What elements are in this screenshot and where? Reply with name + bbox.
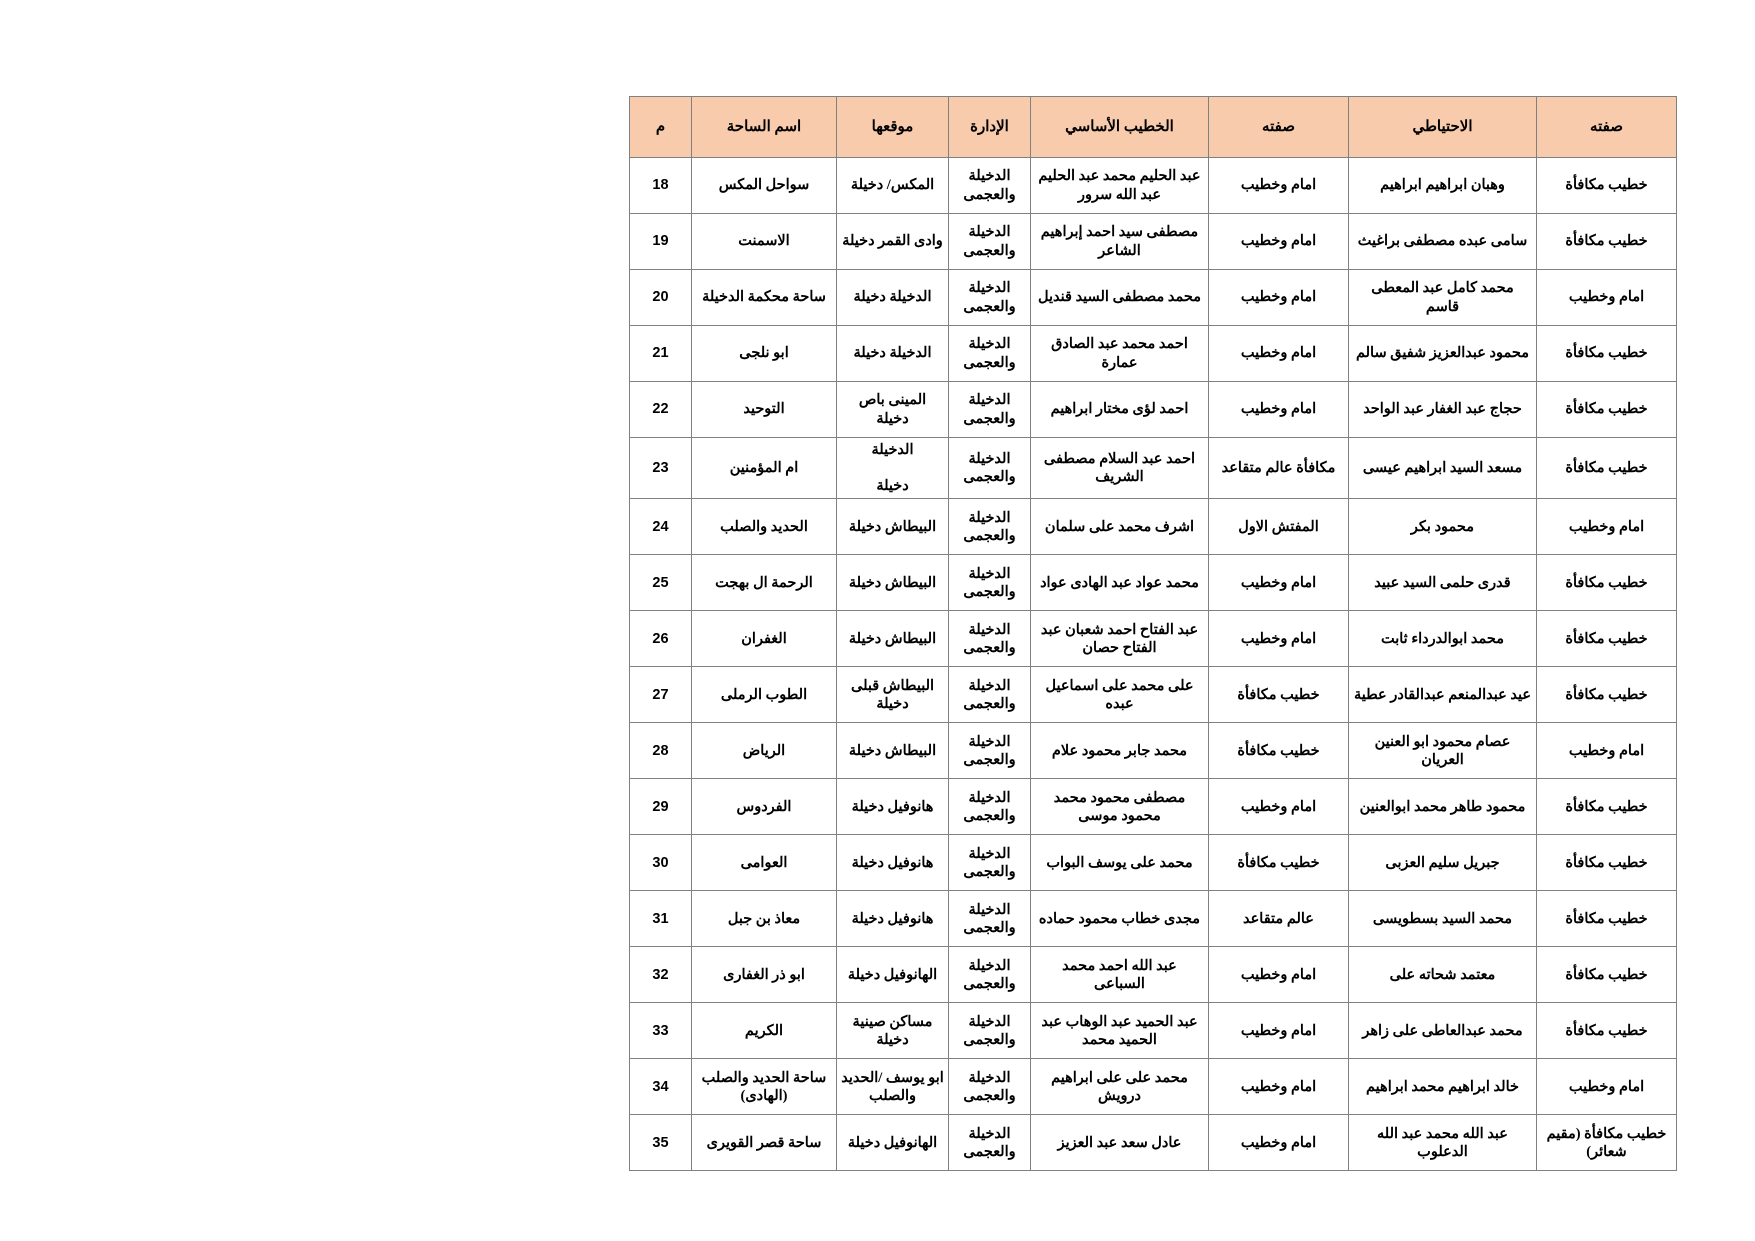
cell-index: 23 bbox=[630, 438, 692, 499]
cell-square-name: الفردوس bbox=[692, 779, 837, 835]
table-row bbox=[630, 1059, 1677, 1115]
cell-sifa-primary: امام وخطيب bbox=[1209, 555, 1349, 611]
cell-reserve-khatib: سامى عبده مصطفى براغيث bbox=[1349, 214, 1537, 270]
table-row bbox=[630, 214, 1677, 270]
table-row bbox=[630, 779, 1677, 835]
cell-location: هانوفيل دخيلة bbox=[837, 891, 949, 947]
cell-sifa-reserve: خطيب مكافأة bbox=[1537, 611, 1677, 667]
cell-sifa-primary: امام وخطيب bbox=[1209, 1059, 1349, 1115]
cell-primary-khatib: على محمد على اسماعيل عبده bbox=[1031, 667, 1209, 723]
column-header-sifa-primary: صفته bbox=[1209, 97, 1349, 158]
cell-location: ابو يوسف /الحديد والصلب bbox=[837, 1059, 949, 1115]
cell-primary-khatib: عبد الحليم محمد عبد الحليم عبد الله سرور bbox=[1031, 158, 1209, 214]
cell-primary-khatib: احمد عبد السلام مصطفى الشريف bbox=[1031, 438, 1209, 499]
cell-index: 32 bbox=[630, 947, 692, 1003]
cell-location: هانوفيل دخيلة bbox=[837, 779, 949, 835]
cell-index: 26 bbox=[630, 611, 692, 667]
cell-sifa-primary: امام وخطيب bbox=[1209, 947, 1349, 1003]
table-header-row bbox=[630, 97, 1677, 158]
squares-table-container bbox=[630, 96, 1677, 1171]
cell-reserve-khatib: محمد ابوالدرداء ثابت bbox=[1349, 611, 1537, 667]
cell-square-name: الغفران bbox=[692, 611, 837, 667]
cell-sifa-reserve: امام وخطيب bbox=[1537, 1059, 1677, 1115]
table-row bbox=[630, 611, 1677, 667]
cell-location: البيطاش دخيلة bbox=[837, 723, 949, 779]
cell-sifa-reserve: امام وخطيب bbox=[1537, 270, 1677, 326]
cell-index: 27 bbox=[630, 667, 692, 723]
cell-location: الدخيلة دخيلة bbox=[837, 438, 949, 499]
table-row bbox=[630, 1115, 1677, 1171]
table-row bbox=[630, 438, 1677, 499]
cell-location: مساكن صينية دخيلة bbox=[837, 1003, 949, 1059]
cell-sifa-primary: امام وخطيب bbox=[1209, 158, 1349, 214]
cell-location: الدخيلة دخيلة bbox=[837, 270, 949, 326]
cell-index: 18 bbox=[630, 158, 692, 214]
cell-square-name: الاسمنت bbox=[692, 214, 837, 270]
cell-sifa-reserve: امام وخطيب bbox=[1537, 499, 1677, 555]
cell-square-name: ابو نلجى bbox=[692, 326, 837, 382]
cell-sifa-reserve: خطيب مكافأة bbox=[1537, 891, 1677, 947]
cell-index: 28 bbox=[630, 723, 692, 779]
cell-square-name: ساحة قصر القويرى bbox=[692, 1115, 837, 1171]
cell-sifa-reserve: خطيب مكافأة bbox=[1537, 438, 1677, 499]
column-header-index: م bbox=[630, 97, 692, 158]
cell-sifa-reserve: خطيب مكافأة bbox=[1537, 947, 1677, 1003]
cell-reserve-khatib: محمد السيد بسطويسى bbox=[1349, 891, 1537, 947]
cell-index: 35 bbox=[630, 1115, 692, 1171]
cell-administration: الدخيلة والعجمى bbox=[949, 438, 1031, 499]
cell-location: الدخيلة دخيلة bbox=[837, 326, 949, 382]
cell-index: 33 bbox=[630, 1003, 692, 1059]
cell-location: البيطاش دخيلة bbox=[837, 555, 949, 611]
cell-square-name: الرحمة ال بهجت bbox=[692, 555, 837, 611]
cell-primary-khatib: محمد مصطفى السيد قنديل bbox=[1031, 270, 1209, 326]
cell-index: 29 bbox=[630, 779, 692, 835]
cell-location: الهانوفيل دخيلة bbox=[837, 947, 949, 1003]
cell-square-name: ساحة الحديد والصلب (الهادى) bbox=[692, 1059, 837, 1115]
squares-table bbox=[629, 96, 1677, 1171]
cell-sifa-primary: خطيب مكافأة bbox=[1209, 835, 1349, 891]
cell-index: 30 bbox=[630, 835, 692, 891]
cell-location: المكس/ دخيلة bbox=[837, 158, 949, 214]
table-row bbox=[630, 326, 1677, 382]
column-header-primary-khatib: الخطيب الأساسي bbox=[1031, 97, 1209, 158]
cell-administration: الدخيلة والعجمى bbox=[949, 723, 1031, 779]
cell-sifa-reserve: خطيب مكافأة bbox=[1537, 326, 1677, 382]
cell-index: 24 bbox=[630, 499, 692, 555]
cell-reserve-khatib: معتمد شحاته على bbox=[1349, 947, 1537, 1003]
cell-square-name: الحديد والصلب bbox=[692, 499, 837, 555]
cell-primary-khatib: احمد لؤى مختار ابراهيم bbox=[1031, 382, 1209, 438]
cell-primary-khatib: عبد الفتاح احمد شعبان عبد الفتاح حصان bbox=[1031, 611, 1209, 667]
cell-reserve-khatib: جبريل سليم العزبى bbox=[1349, 835, 1537, 891]
table-row bbox=[630, 835, 1677, 891]
cell-location: الهانوفيل دخيلة bbox=[837, 1115, 949, 1171]
cell-square-name: سواحل المكس bbox=[692, 158, 837, 214]
cell-location: البيطاش قبلى دخيلة bbox=[837, 667, 949, 723]
cell-index: 34 bbox=[630, 1059, 692, 1115]
cell-administration: الدخيلة والعجمى bbox=[949, 1003, 1031, 1059]
column-header-administration: الإدارة bbox=[949, 97, 1031, 158]
cell-reserve-khatib: عيد عبدالمنعم عبدالقادر عطية bbox=[1349, 667, 1537, 723]
cell-reserve-khatib: وهبان ابراهيم ابراهيم bbox=[1349, 158, 1537, 214]
cell-sifa-reserve: خطيب مكافأة bbox=[1537, 382, 1677, 438]
cell-index: 22 bbox=[630, 382, 692, 438]
table-body bbox=[630, 158, 1677, 1171]
cell-primary-khatib: محمد عواد عبد الهادى عواد bbox=[1031, 555, 1209, 611]
cell-administration: الدخيلة والعجمى bbox=[949, 214, 1031, 270]
cell-square-name: الطوب الرملى bbox=[692, 667, 837, 723]
cell-reserve-khatib: محمود بكر bbox=[1349, 499, 1537, 555]
cell-primary-khatib: عادل سعد عبد العزيز bbox=[1031, 1115, 1209, 1171]
cell-reserve-khatib: قدرى حلمى السيد عبيد bbox=[1349, 555, 1537, 611]
table-row bbox=[630, 1003, 1677, 1059]
cell-reserve-khatib: محمد عبدالعاطى على زاهر bbox=[1349, 1003, 1537, 1059]
cell-sifa-primary: امام وخطيب bbox=[1209, 214, 1349, 270]
table-row bbox=[630, 891, 1677, 947]
cell-primary-khatib: مصطفى محمود محمد محمود موسى bbox=[1031, 779, 1209, 835]
cell-square-name: ساحة محكمة الدخيلة bbox=[692, 270, 837, 326]
cell-primary-khatib: مجدى خطاب محمود حماده bbox=[1031, 891, 1209, 947]
cell-sifa-primary: امام وخطيب bbox=[1209, 1115, 1349, 1171]
cell-sifa-primary: عالم متقاعد bbox=[1209, 891, 1349, 947]
column-header-location: موقعها bbox=[837, 97, 949, 158]
cell-administration: الدخيلة والعجمى bbox=[949, 667, 1031, 723]
cell-administration: الدخيلة والعجمى bbox=[949, 1115, 1031, 1171]
cell-primary-khatib: عبد الله احمد محمد السباعى bbox=[1031, 947, 1209, 1003]
table-row bbox=[630, 270, 1677, 326]
cell-location: البيطاش دخيلة bbox=[837, 499, 949, 555]
table-row bbox=[630, 382, 1677, 438]
column-header-square-name: اسم الساحة bbox=[692, 97, 837, 158]
cell-sifa-primary: امام وخطيب bbox=[1209, 326, 1349, 382]
cell-primary-khatib: احمد محمد عبد الصادق عمارة bbox=[1031, 326, 1209, 382]
cell-administration: الدخيلة والعجمى bbox=[949, 835, 1031, 891]
cell-administration: الدخيلة والعجمى bbox=[949, 555, 1031, 611]
table-row bbox=[630, 947, 1677, 1003]
cell-administration: الدخيلة والعجمى bbox=[949, 947, 1031, 1003]
cell-square-name: ام المؤمنين bbox=[692, 438, 837, 499]
column-header-sifa-reserve: صفته bbox=[1537, 97, 1677, 158]
cell-sifa-reserve: خطيب مكافأة bbox=[1537, 779, 1677, 835]
cell-location: المينى باص دخيلة bbox=[837, 382, 949, 438]
cell-administration: الدخيلة والعجمى bbox=[949, 270, 1031, 326]
cell-primary-khatib: عبد الحميد عبد الوهاب عبد الحميد محمد bbox=[1031, 1003, 1209, 1059]
cell-reserve-khatib: عبد الله محمد عبد الله الدعلوب bbox=[1349, 1115, 1537, 1171]
cell-administration: الدخيلة والعجمى bbox=[949, 1059, 1031, 1115]
table-row bbox=[630, 723, 1677, 779]
column-header-reserve: الاحتياطي bbox=[1349, 97, 1537, 158]
cell-sifa-primary: امام وخطيب bbox=[1209, 382, 1349, 438]
cell-location: البيطاش دخيلة bbox=[837, 611, 949, 667]
cell-location: وادى القمر دخيلة bbox=[837, 214, 949, 270]
cell-administration: الدخيلة والعجمى bbox=[949, 382, 1031, 438]
cell-administration: الدخيلة والعجمى bbox=[949, 891, 1031, 947]
cell-sifa-reserve: خطيب مكافأة bbox=[1537, 158, 1677, 214]
cell-index: 25 bbox=[630, 555, 692, 611]
cell-sifa-reserve: خطيب مكافأة bbox=[1537, 835, 1677, 891]
cell-primary-khatib: اشرف محمد على سلمان bbox=[1031, 499, 1209, 555]
cell-reserve-khatib: خالد ابراهيم محمد ابراهيم bbox=[1349, 1059, 1537, 1115]
cell-reserve-khatib: محمود طاهر محمد ابوالعنين bbox=[1349, 779, 1537, 835]
cell-sifa-primary: امام وخطيب bbox=[1209, 611, 1349, 667]
cell-square-name: التوحيد bbox=[692, 382, 837, 438]
cell-sifa-primary: امام وخطيب bbox=[1209, 779, 1349, 835]
cell-sifa-reserve: خطيب مكافأة bbox=[1537, 1003, 1677, 1059]
cell-reserve-khatib: محمود عبدالعزيز شفيق سالم bbox=[1349, 326, 1537, 382]
cell-square-name: الكريم bbox=[692, 1003, 837, 1059]
cell-reserve-khatib: محمد كامل عبد المعطى قاسم bbox=[1349, 270, 1537, 326]
cell-square-name: ابو ذر الغفارى bbox=[692, 947, 837, 1003]
cell-sifa-primary: خطيب مكافأة bbox=[1209, 667, 1349, 723]
cell-reserve-khatib: عصام محمود ابو العنين العريان bbox=[1349, 723, 1537, 779]
table-row bbox=[630, 667, 1677, 723]
cell-index: 20 bbox=[630, 270, 692, 326]
cell-square-name: الرياض bbox=[692, 723, 837, 779]
table-row bbox=[630, 555, 1677, 611]
cell-sifa-reserve: خطيب مكافأة bbox=[1537, 214, 1677, 270]
cell-administration: الدخيلة والعجمى bbox=[949, 499, 1031, 555]
cell-sifa-primary: امام وخطيب bbox=[1209, 270, 1349, 326]
cell-sifa-reserve: امام وخطيب bbox=[1537, 723, 1677, 779]
cell-administration: الدخيلة والعجمى bbox=[949, 326, 1031, 382]
cell-sifa-reserve: خطيب مكافأة (مقيم شعائر) bbox=[1537, 1115, 1677, 1171]
cell-location: هانوفيل دخيلة bbox=[837, 835, 949, 891]
cell-sifa-primary: المفتش الاول bbox=[1209, 499, 1349, 555]
cell-administration: الدخيلة والعجمى bbox=[949, 158, 1031, 214]
cell-primary-khatib: مصطفى سيد احمد إبراهيم الشاعر bbox=[1031, 214, 1209, 270]
cell-sifa-primary: امام وخطيب bbox=[1209, 1003, 1349, 1059]
cell-primary-khatib: محمد على على ابراهيم درويش bbox=[1031, 1059, 1209, 1115]
table-row bbox=[630, 499, 1677, 555]
cell-administration: الدخيلة والعجمى bbox=[949, 779, 1031, 835]
cell-index: 19 bbox=[630, 214, 692, 270]
cell-sifa-primary: خطيب مكافأة bbox=[1209, 723, 1349, 779]
cell-reserve-khatib: حجاج عبد الغفار عبد الواحد bbox=[1349, 382, 1537, 438]
cell-square-name: معاذ بن جبل bbox=[692, 891, 837, 947]
cell-reserve-khatib: مسعد السيد ابراهيم عيسى bbox=[1349, 438, 1537, 499]
cell-sifa-primary: مكافأة عالم متقاعد bbox=[1209, 438, 1349, 499]
table-header bbox=[630, 97, 1677, 158]
cell-index: 21 bbox=[630, 326, 692, 382]
table-row bbox=[630, 158, 1677, 214]
cell-primary-khatib: محمد على يوسف البواب bbox=[1031, 835, 1209, 891]
cell-index: 31 bbox=[630, 891, 692, 947]
cell-administration: الدخيلة والعجمى bbox=[949, 611, 1031, 667]
cell-sifa-reserve: خطيب مكافأة bbox=[1537, 667, 1677, 723]
cell-square-name: العوامى bbox=[692, 835, 837, 891]
cell-sifa-reserve: خطيب مكافأة bbox=[1537, 555, 1677, 611]
cell-primary-khatib: محمد جابر محمود علام bbox=[1031, 723, 1209, 779]
